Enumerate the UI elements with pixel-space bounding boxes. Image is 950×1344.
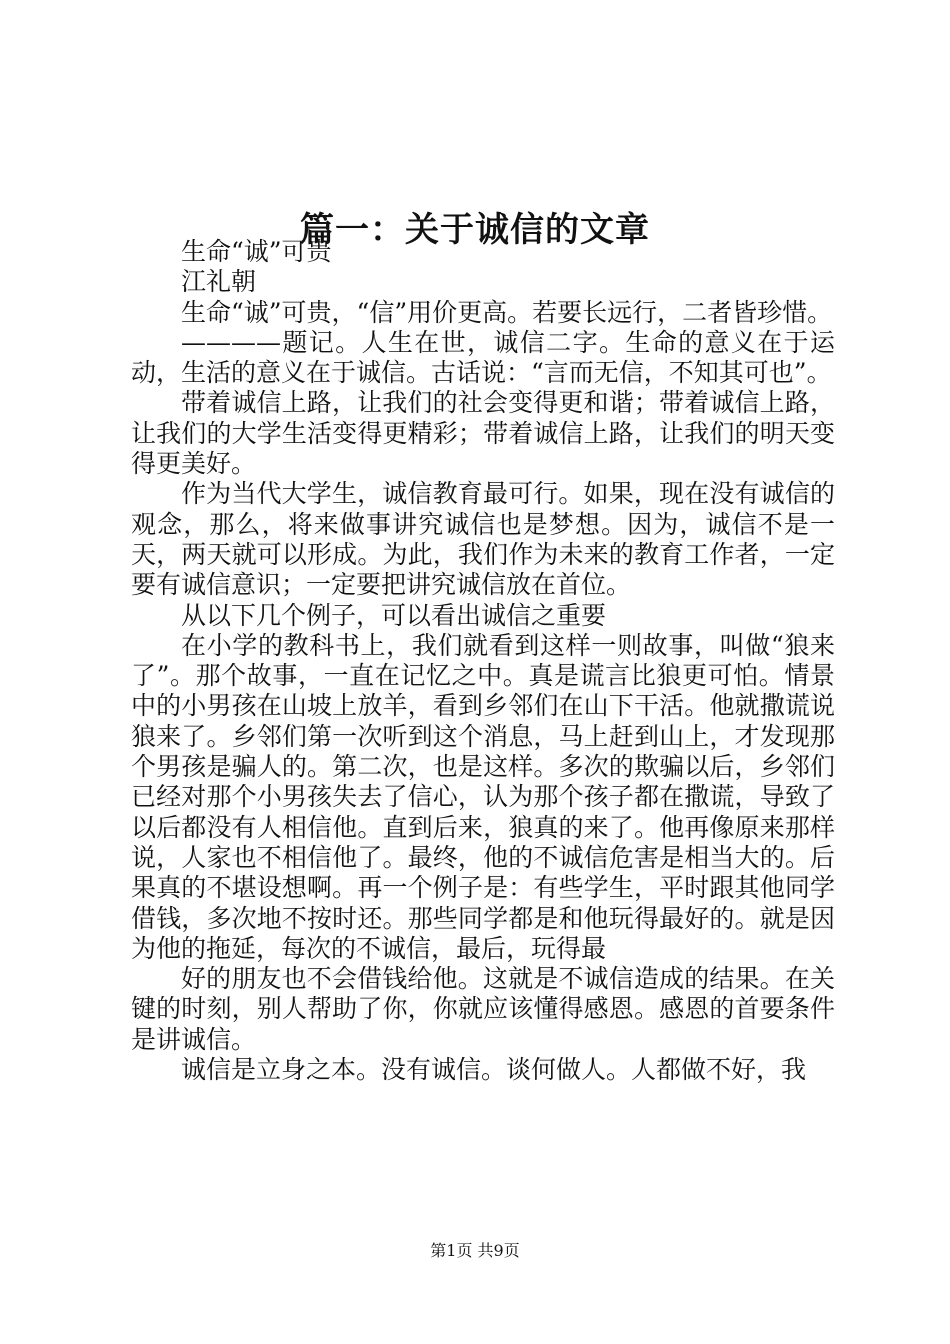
- page-footer: 第1页 共9页: [430, 1241, 520, 1260]
- document-body: [131, 237, 835, 1085]
- document-title: 篇一：关于诚信的文章: [300, 209, 650, 250]
- paragraph: 江礼朝: [181, 267, 257, 297]
- paragraph: 诚信是立身之本。没有诚信。谈何做人。人都做不好，我: [181, 1055, 807, 1085]
- paragraph: 作为当代大学生，诚信教育最可行。如果，现在没有诚信的观念，那么，将来做事讲究诚信也是梦想。因为，诚信不是一天，两天就可以形成。为此，我们作为未来的教育工作者，一定要有诚信意识；一定要把讲究诚信放在首位。: [131, 479, 835, 600]
- paragraph: 从以下几个例子，可以看出诚信之重要: [181, 600, 607, 630]
- paragraph: 在小学的教科书上，我们就看到这样一则故事，叫做“狼来了”。那个故事，一直在记忆之中。真是谎言比狼更可怕。情景中的小男孩在山坡上放羊，看到乡邻们在山下干活。他就撒谎说狼来了。乡邻们第一次听到这个消息，马上赶到山上，才发现那个男孩是骗人的。第二次，也是这样。多次的欺骗以后，乡邻们已经对那个小男孩失去了信心，认为那个孩子都在撒谎，导致了以后都没有人相信他。直到后来，狼真的来了。他再像原来那样说，人家也不相信他了。最终，他的不诚信危害是相当大的。后果真的不堪设想啊。再一个例子是：有些学生，平时跟其他同学借钱，多次地不按时还。那些同学都是和他玩得最好的。就是因为他的拖延，每次的不诚信，最后，玩得最: [131, 630, 835, 963]
- paragraph: 带着诚信上路，让我们的社会变得更和谐；带着诚信上路，让我们的大学生活变得更精彩；带着诚信上路，让我们的明天变得更美好。: [131, 388, 835, 479]
- paragraph: 生命“诚”可贵: [181, 237, 332, 266]
- paragraph: 生命“诚”可贵，“信”用价更高。若要长远行，二者皆珍惜。: [181, 297, 833, 327]
- paragraph: ————题记。人生在世，诚信二字。生命的意义在于运动，生活的意义在于诚信。古话说：“言而无信，不知其可也”。: [131, 327, 835, 388]
- paragraph: 好的朋友也不会借钱给他。这就是不诚信造成的结果。在关键的时刻，别人帮助了你，你就应该懂得感恩。感恩的首要条件是讲诚信。: [131, 964, 835, 1054]
